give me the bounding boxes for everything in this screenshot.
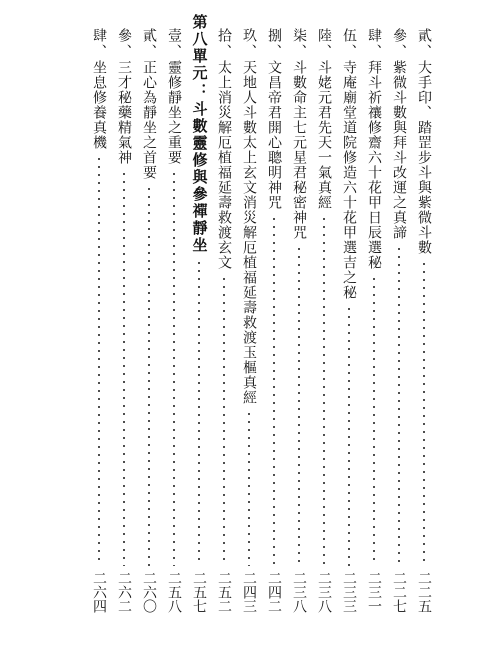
separator: 、	[316, 44, 332, 59]
chapter-number: 第八單元	[190, 14, 209, 82]
page-number: 二六〇	[141, 571, 157, 613]
separator: 、	[291, 44, 307, 59]
page-number: 二二五	[416, 571, 432, 613]
separator: 、	[366, 44, 382, 59]
toc-entry	[87, 28, 111, 613]
entry-title: 紫微斗數與拜斗改運之真諦	[391, 60, 407, 240]
entry-number: 貳	[141, 28, 157, 43]
entry-title: 斗數命主七元星君秘密神咒	[291, 60, 307, 240]
page-number: 二六二	[116, 571, 132, 613]
separator: ：	[190, 83, 209, 100]
page-number: 二六四	[91, 571, 107, 613]
separator: 、	[166, 44, 182, 59]
dot-leader	[348, 305, 350, 566]
entry-title: 三才秘藥精氣神	[116, 60, 132, 165]
entry-title: 拜斗祈禳修齋六十花甲日辰選秘	[366, 60, 382, 270]
entry-title: 大手印、踏罡步斗與紫微斗數	[416, 60, 432, 255]
toc-entry	[112, 28, 136, 613]
entry-number: 拾	[216, 28, 232, 43]
toc-entry	[162, 28, 186, 613]
chapter-heading	[187, 14, 211, 613]
toc-entry	[337, 28, 361, 613]
page-number: 二二七	[391, 571, 407, 613]
separator: 、	[91, 44, 107, 59]
toc-entry	[237, 28, 261, 613]
entry-number: 伍	[341, 28, 357, 43]
toc-entry	[387, 28, 411, 613]
separator: 、	[116, 44, 132, 59]
entry-number: 玖	[241, 28, 257, 43]
entry-number: 貳	[416, 28, 432, 43]
dot-leader	[123, 170, 125, 566]
dot-leader	[248, 410, 250, 566]
entry-title: 坐息修養真機	[91, 60, 107, 150]
entry-title: 斗姥元君先天一氣真經	[316, 60, 332, 210]
dot-leader	[173, 170, 175, 566]
page-number: 二三八	[291, 571, 307, 613]
entry-number: 參	[391, 28, 407, 43]
entry-title: 文昌帝君開心聰明神咒	[266, 60, 282, 210]
page-number: 二三八	[316, 571, 332, 613]
entry-number: 壹	[166, 28, 182, 43]
page-number: 二四三	[241, 571, 257, 613]
toc-entry	[262, 28, 286, 613]
dot-leader	[373, 275, 375, 566]
entry-title: 靈修靜坐之重要	[166, 60, 182, 165]
page-number: 二三三	[341, 571, 357, 613]
dot-leader	[398, 245, 400, 566]
entry-title: 正心為靜坐之首要	[141, 60, 157, 180]
entry-number: 陸	[316, 28, 332, 43]
separator: 、	[241, 44, 257, 59]
toc-entry	[137, 28, 161, 613]
separator: 、	[216, 44, 232, 59]
toc-entry	[412, 28, 436, 613]
chapter-title: 斗數靈修與參禪靜坐	[190, 101, 209, 254]
entry-number: 參	[116, 28, 132, 43]
page-number: 二四二	[266, 571, 282, 613]
separator: 、	[416, 44, 432, 59]
toc-entry	[312, 28, 336, 613]
page-number: 二五二	[216, 571, 232, 613]
separator: 、	[141, 44, 157, 59]
toc-entry	[212, 28, 236, 613]
separator: 、	[266, 44, 282, 59]
toc-entry	[287, 28, 311, 613]
dot-leader	[323, 215, 325, 566]
entry-number: 肆	[366, 28, 382, 43]
entry-title: 寺庵廟堂道院修造六十花甲選吉之秘	[341, 60, 357, 300]
dot-leader	[223, 275, 225, 566]
entry-number: 捌	[266, 28, 282, 43]
entry-number: 肆	[91, 28, 107, 43]
page-number: 二五八	[166, 571, 182, 613]
separator: 、	[341, 44, 357, 59]
dot-leader	[423, 260, 425, 566]
toc-entry	[362, 28, 386, 613]
page-number: 二五七	[191, 571, 207, 613]
entry-title: 太上消災解厄植福延壽救渡玄文	[216, 60, 232, 270]
page-number: 二三一	[366, 571, 382, 613]
entry-number: 柒	[291, 28, 307, 43]
dot-leader	[98, 155, 100, 566]
entry-title: 天地人斗數太上玄文消災解厄植福延壽救渡玉樞真經	[241, 60, 257, 405]
dot-leader	[198, 259, 200, 566]
separator: 、	[391, 44, 407, 59]
dot-leader	[298, 245, 300, 566]
dot-leader	[273, 215, 275, 566]
dot-leader	[148, 185, 150, 566]
